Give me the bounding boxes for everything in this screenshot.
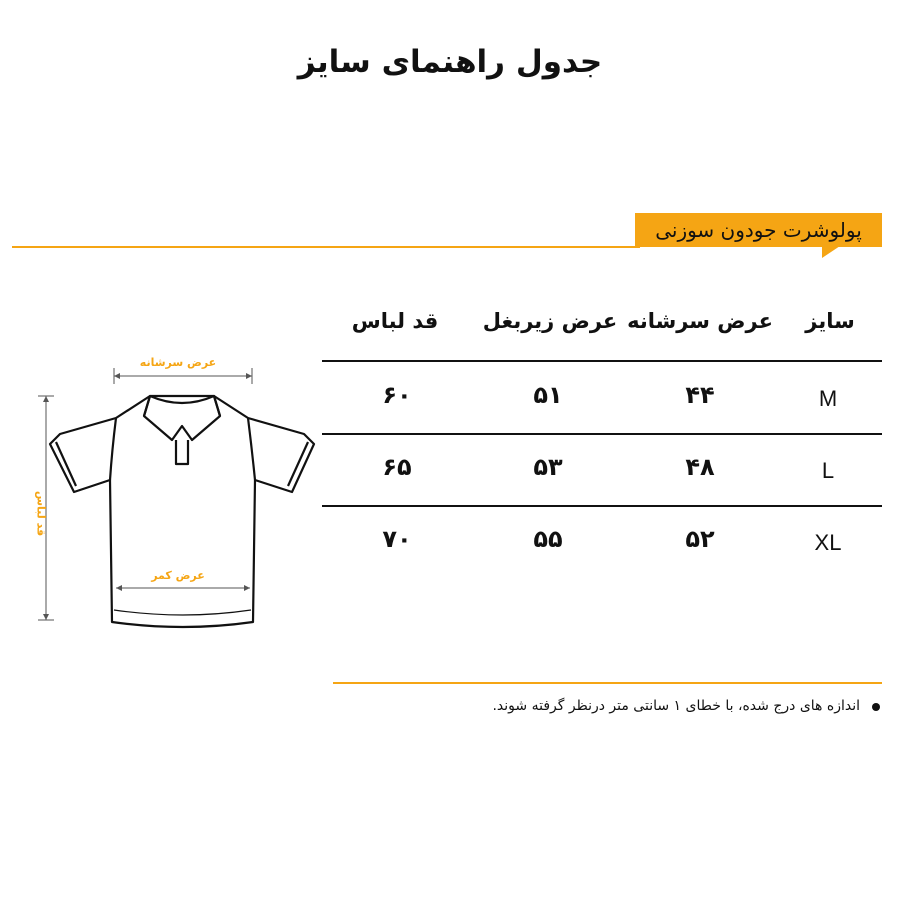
cell-shoulder: ۴۴ (685, 381, 715, 409)
size-tolerance-note: اندازه های درج شده، با خطای ۱ سانتی متر درنظر گرفته شوند. (492, 698, 860, 714)
shoulder-width-label: عرض سرشانه (139, 356, 217, 369)
cell-shoulder: ۵۲ (685, 525, 715, 553)
bullet-icon (872, 703, 880, 711)
cell-size: M (818, 386, 838, 411)
header-shoulder: عرض سرشانه (627, 309, 773, 333)
shirt-outline (50, 396, 314, 627)
table-rule (322, 433, 882, 435)
cell-size: XL (814, 530, 842, 555)
section-tab-notch (822, 246, 840, 258)
page-title: جدول راهنمای سایز (297, 44, 603, 80)
cell-underarm: ۵۳ (533, 453, 563, 481)
section-divider (12, 246, 640, 248)
table-rule (322, 360, 882, 362)
cell-length: ۷۰ (382, 525, 412, 553)
waist-width-label: عرض کمر (151, 569, 205, 582)
section-title: پولوشرت جودون سوزنی (655, 218, 862, 242)
cell-length: ۶۵ (382, 453, 412, 481)
header-size: سایز (805, 309, 855, 333)
waist-dimension (116, 585, 250, 591)
shoulder-dimension (114, 368, 252, 384)
cell-underarm: ۵۱ (533, 381, 563, 409)
bottom-divider (333, 682, 882, 684)
length-label: قد لباس (34, 490, 48, 537)
cell-underarm: ۵۵ (533, 525, 563, 553)
cell-length: ۶۰ (382, 381, 412, 409)
header-length: قد لباس (351, 309, 439, 333)
table-rule (322, 505, 882, 507)
header-underarm: عرض زیربغل (482, 309, 618, 333)
polo-shirt-diagram (20, 350, 330, 640)
cell-size: L (821, 458, 835, 483)
section-title-tab (635, 213, 882, 247)
cell-shoulder: ۴۸ (685, 453, 715, 481)
